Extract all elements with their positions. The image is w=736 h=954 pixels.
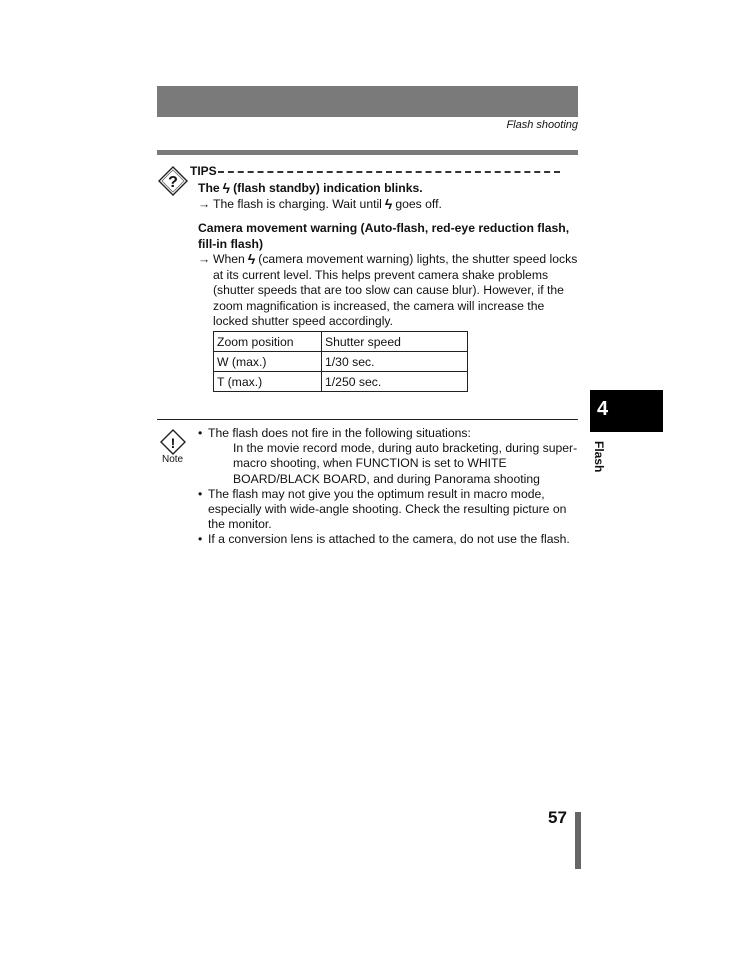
tip-item-camera-movement: [198, 221, 580, 330]
tip-body-pre: When: [213, 252, 245, 266]
tip-body-post: goes off.: [395, 196, 442, 211]
tip-body-pre: The flash is charging. Wait until: [213, 196, 382, 211]
svg-text:!: !: [170, 435, 176, 451]
flash-bolt-icon: ϟ: [384, 195, 393, 212]
tips-divider: [218, 171, 560, 173]
tip-heading: [198, 181, 580, 197]
tip-heading: Camera movement warning (Auto-flash, red-eye reduction flash, fill-in flash): [198, 221, 570, 251]
list-item: • The flash does not fire in the following situations:: [198, 426, 471, 440]
table-cell: W (max.): [214, 352, 322, 372]
note-divider: [157, 419, 578, 420]
svg-text:?: ?: [168, 174, 178, 191]
question-diamond-icon: [158, 166, 188, 196]
chapter-name: Flash: [592, 441, 606, 473]
tip-item-flash-standby: [198, 181, 580, 212]
tip-heading-post: (flash standby) indication blinks.: [233, 181, 423, 195]
tips-label: TIPS: [190, 164, 217, 178]
tip-body-post: (camera movement warning) lights, the shutter speed locks at its current level. This helps prevent camera shake problems (shutter speeds that are too slow can cause blur). However, if the zoom magnification is increased, the camera will increase the locked shutter speed accordingly.: [213, 252, 578, 328]
section-title: Flash shooting: [506, 119, 578, 131]
right-arrow-icon: →: [198, 196, 211, 211]
right-arrow-icon: →: [198, 252, 211, 266]
list-item: • If a conversion lens is attached to the camera, do not use the flash.: [198, 532, 570, 547]
flash-bolt-icon: ϟ: [222, 180, 231, 196]
table-cell: 1/250 sec.: [322, 372, 468, 392]
chapter-tab: [590, 390, 663, 432]
page-number-bar: [575, 812, 581, 869]
list-item: • The flash may not give you the optimum result in macro mode, especially with wide-angle shooting. Check the resulting picture on the monitor.: [198, 486, 567, 532]
flash-bolt-icon: ϟ: [247, 251, 256, 267]
note-item-text: If a conversion lens is attached to the camera, do not use the flash.: [208, 532, 570, 547]
note-item-text: The flash may not give you the optimum result in macro mode, especially with wide-angle shooting. Check the resulting picture on the monitor.: [208, 486, 567, 532]
page-number: 57: [548, 808, 567, 827]
note-item-text: The flash does not fire in the following situations:: [208, 426, 471, 440]
table-header-cell: Shutter speed: [322, 332, 468, 352]
table-cell: T (max.): [214, 372, 322, 392]
tip-body: [198, 252, 580, 330]
table-row: [214, 352, 468, 372]
note-label: Note: [162, 454, 184, 465]
tip-heading-pre: The: [198, 181, 220, 195]
table-header-cell: Zoom position: [214, 332, 322, 352]
table-cell: 1/30 sec.: [322, 352, 468, 372]
tip-body: [198, 197, 580, 213]
chapter-number: 4: [597, 398, 609, 420]
section-rule: [157, 150, 578, 155]
header-bar: [157, 86, 578, 117]
table-row: [214, 372, 468, 392]
zoom-shutter-table: [213, 331, 468, 392]
table-header-row: [214, 332, 468, 352]
note-list: [198, 426, 582, 548]
note-sub-item: In the movie record mode, during auto bracketing, during super-macro shooting, when FUNCTION is set to WHITE BOARD/BLACK BOARD, and during Panorama shooting: [233, 441, 578, 486]
